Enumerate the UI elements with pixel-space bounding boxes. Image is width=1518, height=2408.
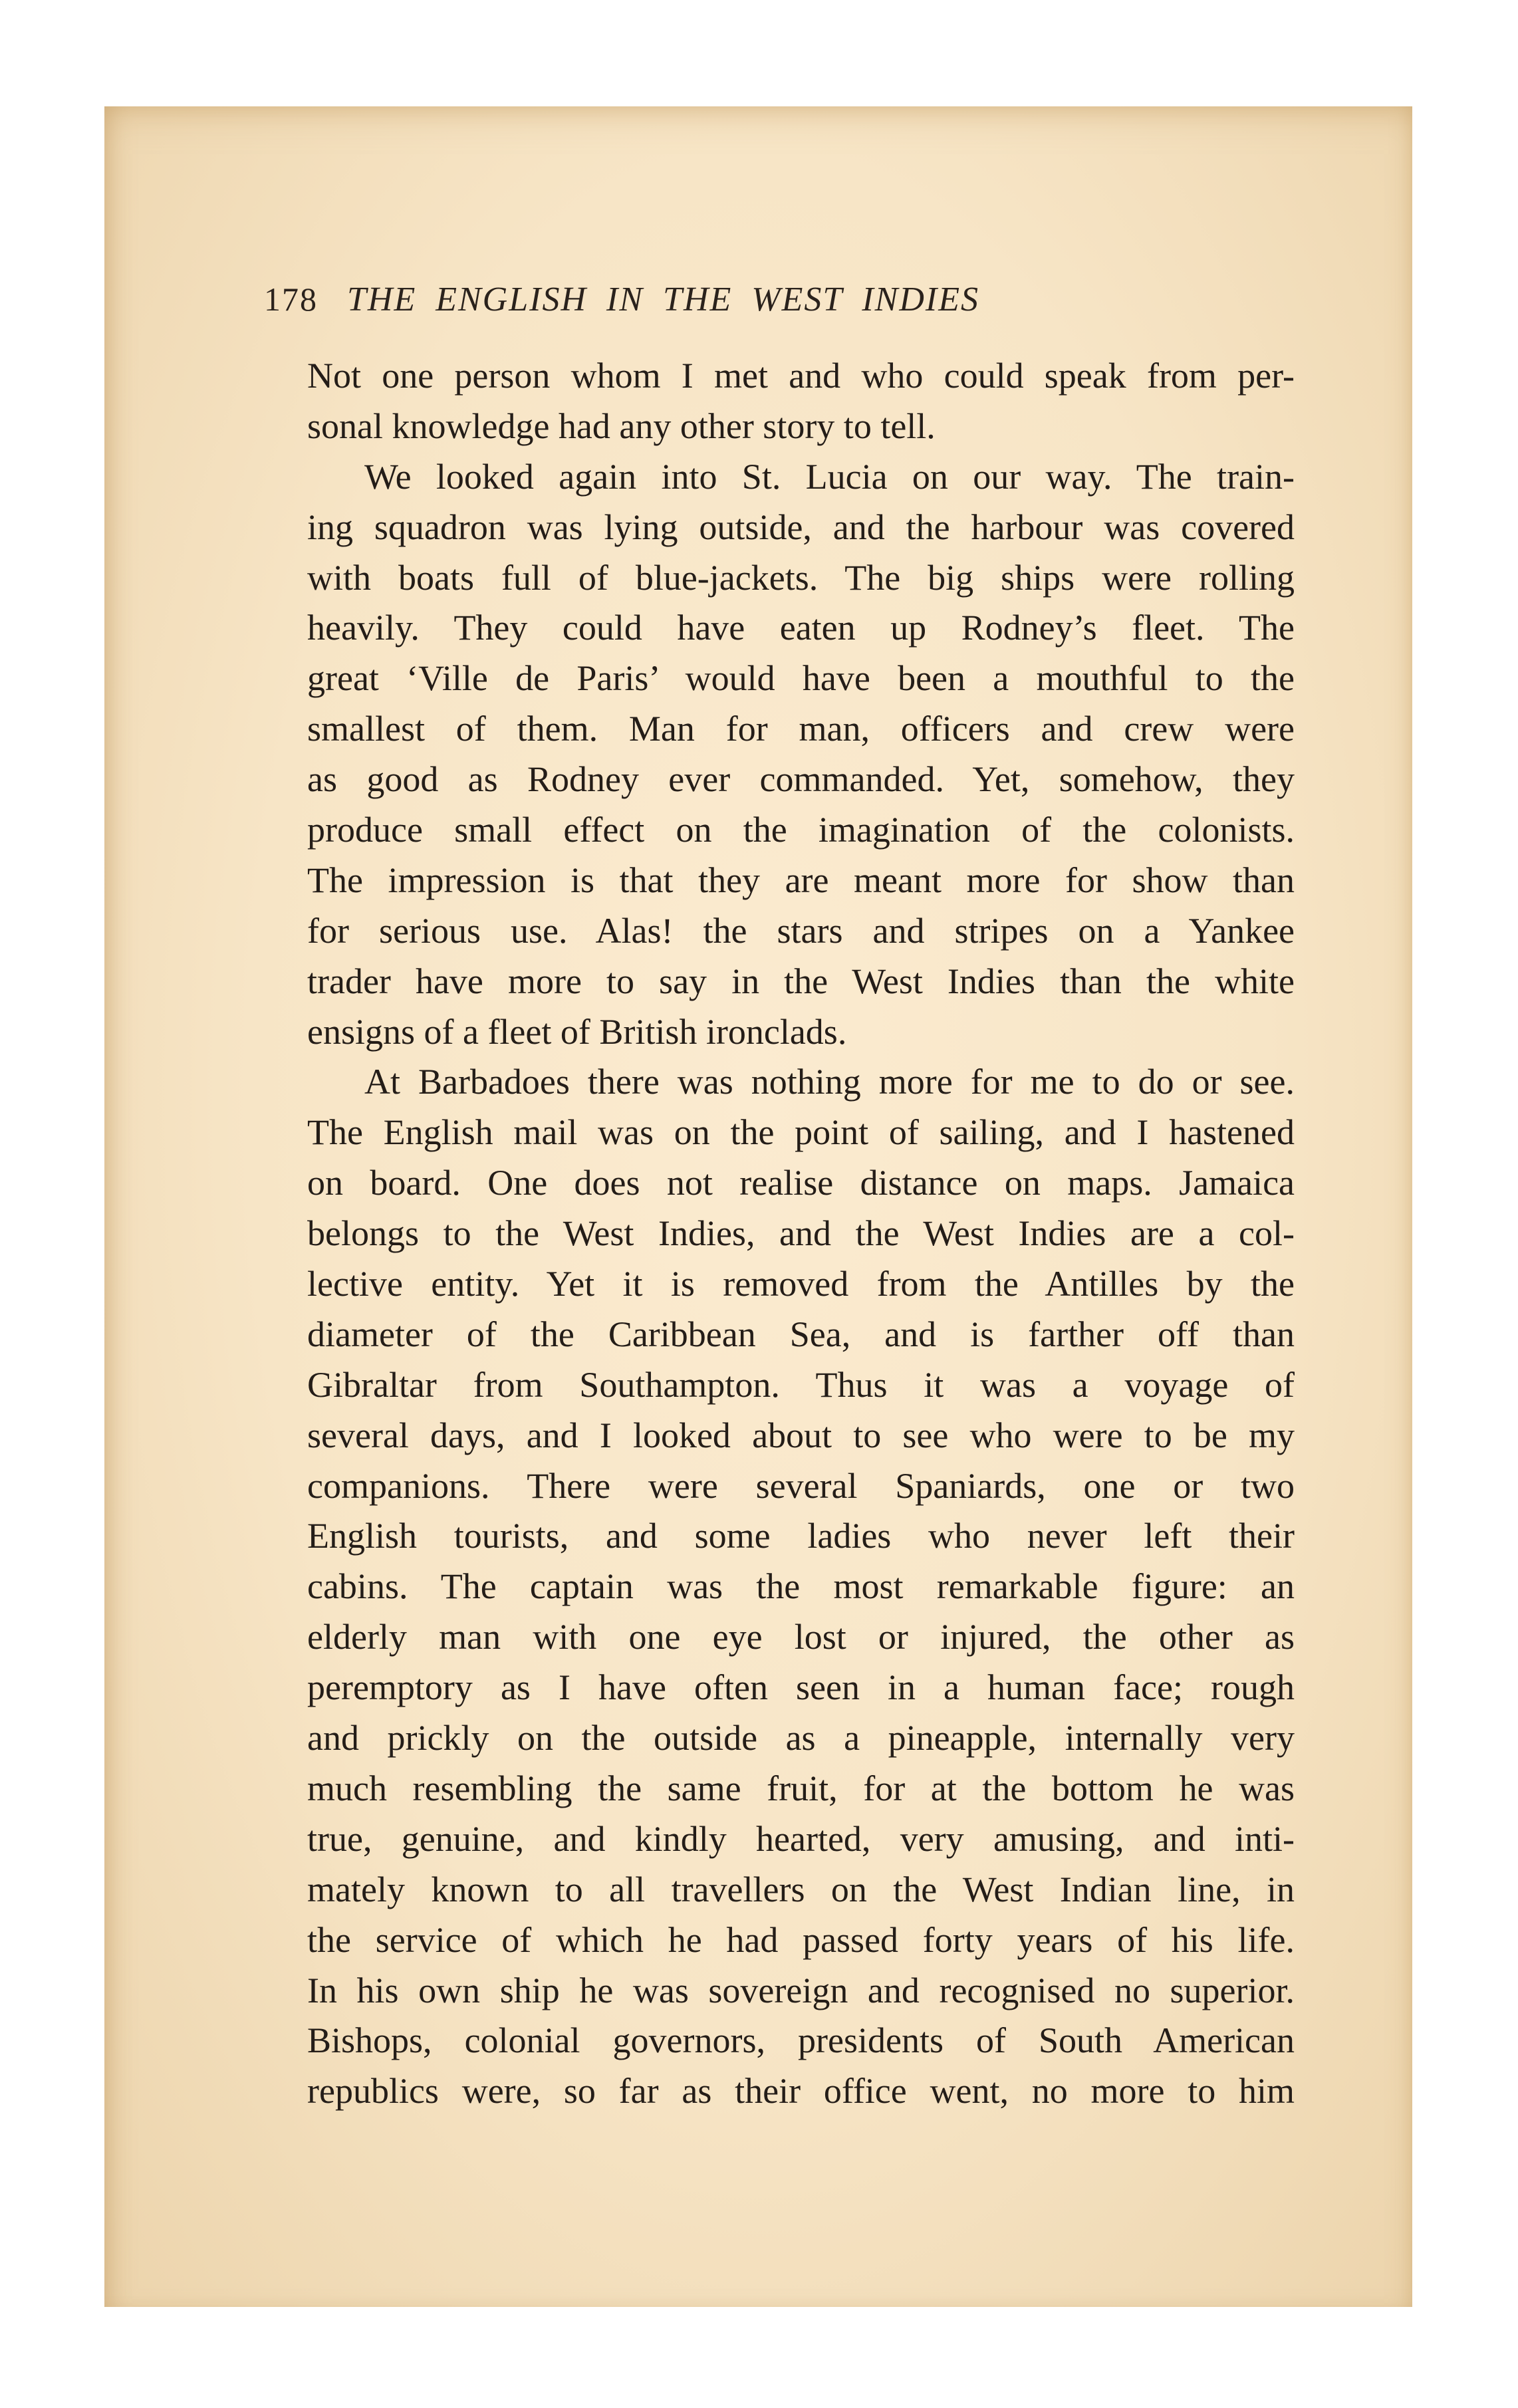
text-line: produce small effect on the imagination of the colonists. (307, 810, 1295, 850)
text-line: true, genuine, and kindly hearted, very amusing, and inti- (307, 1818, 1295, 1859)
text-line: ing squadron was lying outside, and the harbour was covered (307, 507, 1295, 547)
text-line: great ‘Ville de Paris’ would have been a mouthful to the (307, 658, 1295, 699)
text-line: peremptory as I have often seen in a human face; rough (307, 1667, 1295, 1708)
text-line: trader have more to say in the West Indies than the white (307, 961, 1295, 1001)
text-line: The impression is that they are meant more for show than (307, 860, 1295, 900)
text-line: much resembling the same fruit, for at the bottom he was (307, 1768, 1295, 1808)
text-line: sonal knowledge had any other story to tell. (307, 406, 936, 446)
text-line: companions. There were several Spaniards, one or two (307, 1465, 1295, 1506)
text-line: republics were, so far as their office went, no more to him (307, 2071, 1295, 2111)
text-line: smallest of them. Man for man, officers and crew were (307, 709, 1295, 749)
text-line: In his own ship he was sovereign and recognised no superior. (307, 1970, 1295, 2010)
page-number: 178 (264, 281, 318, 318)
text-line: diameter of the Caribbean Sea, and is farther off than (307, 1314, 1295, 1354)
text-line: the service of which he had passed forty years of his life. (307, 1919, 1295, 1960)
text-line: ensigns of a fleet of British ironclads. (307, 1011, 847, 1052)
running-title: THE ENGLISH IN THE WEST INDIES (347, 280, 979, 318)
text-line: Gibraltar from Southampton. Thus it was a voyage of (307, 1364, 1295, 1405)
text-line: At Barbadoes there was nothing more for me to do or see. (364, 1062, 1295, 1102)
text-line: heavily. They could have eaten up Rodney’s fleet. The (307, 608, 1295, 648)
text-line: and prickly on the outside as a pineapple, internally very (307, 1718, 1295, 1758)
text-line: cabins. The captain was the most remarkable figure: an (307, 1566, 1295, 1607)
text-line: for serious use. Alas! the stars and stripes on a Yankee (307, 910, 1295, 951)
text-line: Not one person whom I met and who could speak from per- (307, 356, 1295, 396)
text-line: The English mail was on the point of sailing, and I hastened (307, 1112, 1295, 1153)
text-line: English tourists, and some ladies who never left their (307, 1516, 1295, 1556)
text-line: mately known to all travellers on the West Indian line, in (307, 1869, 1295, 1909)
text-line: several days, and I looked about to see who were to be my (307, 1415, 1295, 1455)
text-line: Bishops, colonial governors, presidents of South American (307, 2020, 1295, 2061)
text-line: with boats full of blue-jackets. The big ships were rolling (307, 557, 1295, 598)
running-header (264, 273, 1301, 326)
text-line: lective entity. Yet it is removed from the Antilles by the (307, 1264, 1295, 1304)
text-line: as good as Rodney ever commanded. Yet, somehow, they (307, 759, 1295, 800)
text-line: We looked again into St. Lucia on our way. The train- (364, 456, 1295, 497)
text-line: elderly man with one eye lost or injured, the other as (307, 1617, 1295, 1657)
body-text (307, 351, 1295, 2117)
text-line: belongs to the West Indies, and the West Indies are a col- (307, 1213, 1295, 1254)
text-line: on board. One does not realise distance on maps. Jamaica (307, 1163, 1295, 1203)
